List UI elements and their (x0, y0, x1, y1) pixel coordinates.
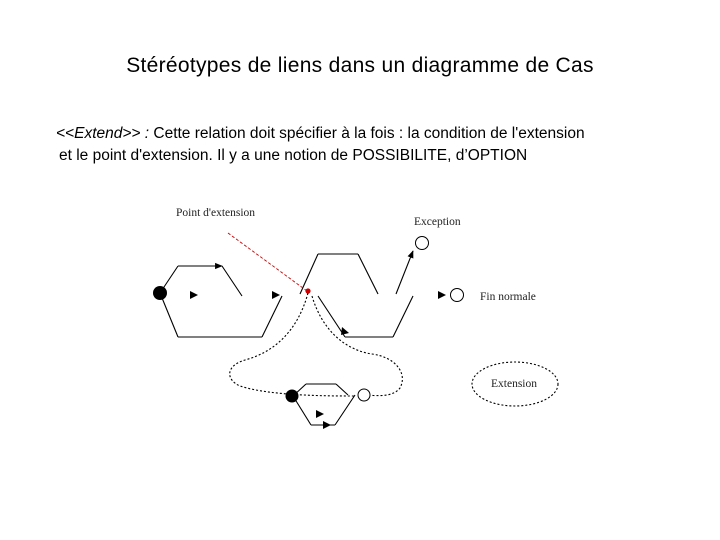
extension-end-node (358, 389, 370, 401)
normal-end-node (451, 289, 464, 302)
paragraph-line-1: Cette relation doit spécifier à la fois : la condition de l'extension (149, 125, 585, 142)
initial-node-extension (286, 390, 299, 403)
label-fin-normale: Fin normale (480, 291, 536, 303)
subflow-arrowheads (316, 410, 331, 429)
exception-end-node (416, 237, 429, 250)
extend-keyword: <<Extend>> : (56, 125, 150, 142)
main-flow (160, 251, 413, 337)
slide-title: Stéréotypes de liens dans un diagramme de Cas (126, 54, 594, 77)
paragraph-line-2: et le point d'extension. Il y a une notion de POSSIBILITE, d’OPTION (59, 147, 528, 164)
extension-subflow (293, 384, 355, 425)
label-exception: Exception (414, 216, 461, 228)
flow-arrowheads (190, 291, 446, 335)
label-extension: Extension (491, 378, 537, 390)
label-point-extension: Point d'extension (176, 207, 256, 219)
extension-pointer-line (228, 233, 307, 291)
initial-node-main (153, 286, 167, 300)
extension-point-dot (305, 288, 310, 293)
